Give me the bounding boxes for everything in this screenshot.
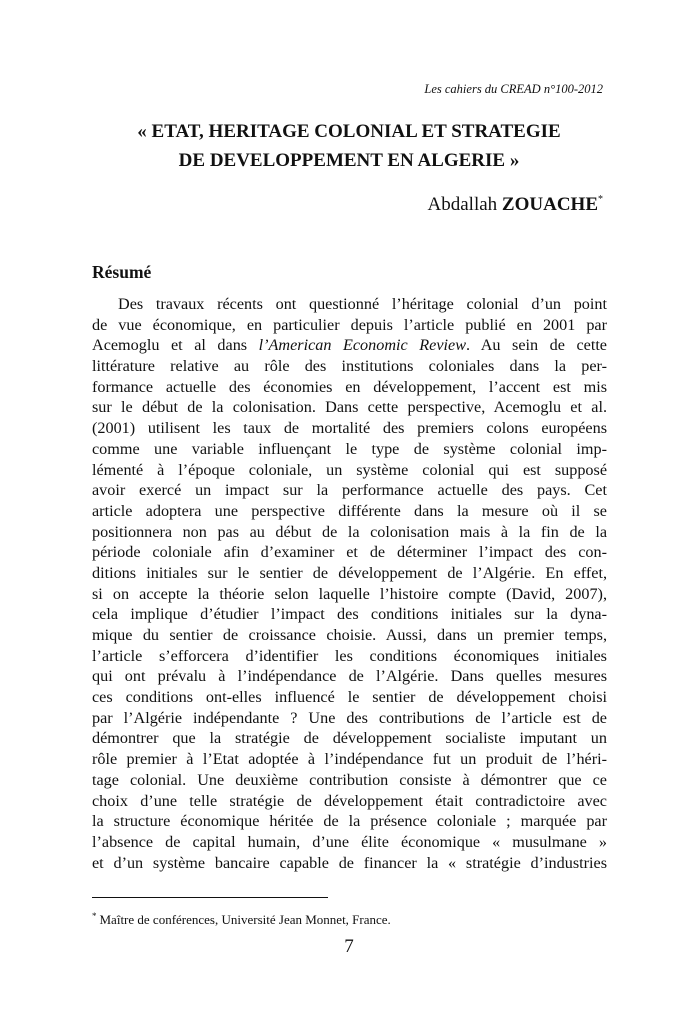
author-given-name: Abdallah (427, 194, 498, 215)
abstract-line (92, 335, 607, 356)
title-line: « ETAT, HERITAGE COLONIAL ET STRATEGIE (137, 121, 561, 142)
author-line (428, 194, 603, 216)
title-line: DE DEVELOPPEMENT EN ALGERIE » (178, 150, 520, 171)
abstract-line: l’absence de capital humain, d’une élite économique « musulmane » (92, 832, 607, 851)
abstract-line: formance actuelle des économies en développement, l’accent est mis (92, 377, 607, 396)
abstract-line: Des travaux récents ont questionné l’héritage colonial d’un point (118, 295, 607, 313)
running-header: Les cahiers du CREAD n°100-2012 (424, 82, 603, 96)
footnote-mark: * (92, 911, 97, 921)
abstract-line: rôle premier à l’Etat adoptée à l’indépendance fut un produit de l’héri- (92, 750, 607, 769)
abstract-line: sur le début de la colonisation. Dans cette perspective, Acemoglu et al. (92, 398, 607, 417)
abstract-line: positionnera non pas au début de la colonisation mais à la fin de la (92, 522, 607, 541)
abstract-text: . Au sein de cette (466, 336, 607, 355)
abstract-line: mique du sentier de croissance choisie. Aussi, dans un premier temps, (92, 626, 607, 644)
abstract-line: l’article s’efforcera d’identifier les conditions économiques initiales (92, 646, 607, 665)
footnote-text: Maître de conférences, Université Jean Monnet, France. (99, 912, 391, 927)
page-number: 7 (344, 936, 354, 957)
journal-name-italic: l’American Economic Review (258, 336, 466, 355)
article-title (90, 117, 608, 175)
abstract-body (92, 294, 607, 873)
footnote-marker: * (598, 194, 603, 205)
abstract-line: ditions initiales sur le sentier de développement de l’Algérie. En effet, (92, 563, 607, 582)
abstract-line: tage colonial. Une deuxième contribution consiste à démontrer que ce (92, 770, 607, 789)
abstract-text: Acemoglu et al dans (92, 336, 259, 355)
footnote (92, 911, 391, 928)
abstract-line: comme une variable influençant le type de système colonial imp- (92, 439, 607, 458)
abstract-line: ces conditions ont-elles influencé le sentier de développement choisi (92, 688, 607, 707)
abstract-line: avoir exercé un impact sur la performance actuelle des pays. Cet (92, 481, 607, 500)
abstract-line: si on accepte la théorie selon laquelle l’histoire compte (David, 2007), (92, 584, 607, 603)
abstract-line: par l’Algérie indépendante ? Une des contributions de l’article est de (92, 708, 607, 727)
abstract-line: littérature relative au rôle des institutions coloniales dans la per- (92, 357, 607, 376)
abstract-line: démontrer que la stratégie de développement socialiste imputant un (92, 729, 607, 748)
abstract-line: de vue économique, en particulier depuis l’article publié en 2001 par (92, 315, 607, 334)
abstract-line: choix d’une telle stratégie de développement était contradictoire avec (92, 791, 607, 810)
author-surname: ZOUACHE (501, 194, 598, 215)
abstract-line: (2001) utilisent les taux de mortalité des premiers colons européens (92, 419, 607, 438)
abstract-line: et d’un système bancaire capable de financer la « stratégie d’industries (92, 853, 607, 872)
abstract-line: période coloniale afin d’examiner et de déterminer l’impact des con- (92, 543, 607, 562)
footnote-divider (92, 897, 328, 898)
abstract-line: article adoptera une perspective différente dans la mesure où il se (92, 501, 607, 520)
abstract-line: la structure économique héritée de la présence coloniale ; marquée par (92, 812, 607, 831)
abstract-line: lémenté à l’époque coloniale, un système colonial qui est supposé (92, 460, 607, 479)
abstract-line: cela implique d’étudier l’impact des conditions initiales sur la dyna- (92, 605, 607, 624)
abstract-line: qui ont prévalu à l’indépendance de l’Algérie. Dans quelles mesures (92, 667, 607, 686)
abstract-heading: Résumé (92, 262, 152, 282)
